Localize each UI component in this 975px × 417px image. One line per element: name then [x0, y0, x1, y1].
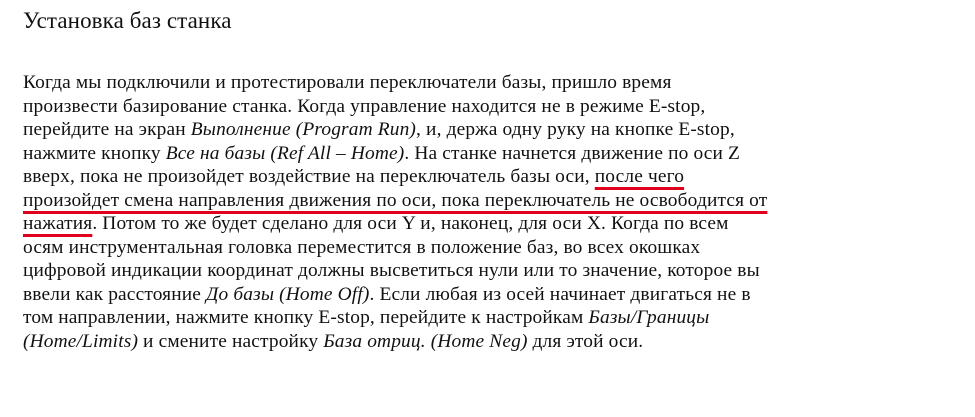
italic-term-home-off: До базы (Home Off) [206, 283, 370, 305]
text-span: Когда мы подключили и протестировали переключатели базы, пришло время [23, 72, 672, 93]
paragraph-line [23, 236, 963, 260]
body-paragraph [23, 71, 963, 353]
text-span: для этой оси. [527, 330, 644, 352]
paragraph-line [23, 212, 963, 236]
text-span: , и, держа одну руку на кнопке E-stop, [416, 119, 735, 140]
text-span: том направлении, нажмите кнопку E-stop, перейдите к настройкам [23, 307, 589, 328]
text-span: произвести базирование станка. Когда управление находится не в режиме E-stop, [23, 95, 706, 117]
document-page [23, 6, 963, 353]
text-span: и смените настройку [138, 330, 324, 352]
paragraph-line [23, 306, 963, 330]
text-span: перейдите на экран [23, 119, 191, 140]
paragraph-line [23, 259, 963, 283]
red-underlined-text: произойдет смена направления движения по оси, пока переключатель не освободится от [23, 189, 768, 211]
paragraph-line [23, 95, 963, 119]
text-span: цифровой индикации координат должны высветиться нули или то значение, которое вы [23, 260, 760, 281]
italic-term-home-neg: База отриц. (Home Neg) [323, 330, 528, 352]
text-span: . Потом то же будет сделано для оси Y и, наконец, для оси X. Когда по всем [92, 213, 729, 234]
text-span: . На станке начнется движение по оси Z [404, 142, 741, 164]
text-span: осям инструментальная головка переместится в положение баз, во всех окошках [23, 236, 701, 258]
paragraph-line [23, 142, 963, 166]
paragraph-line [23, 189, 963, 213]
paragraph-line [23, 71, 963, 95]
paragraph-line [23, 165, 963, 189]
italic-term-home-limits: (Home/Limits) [23, 330, 139, 352]
text-span: ввели как расстояние [23, 283, 207, 305]
text-span: . Если любая из осей начинает двигаться не в [369, 283, 751, 305]
paragraph-line [23, 118, 963, 142]
italic-term-ref-all-home: Все на базы (Ref All – Home) [165, 142, 405, 164]
section-title: Установка баз станка [23, 8, 232, 33]
italic-term-program-run: Выполнение (Program Run) [190, 119, 417, 140]
italic-term-home-limits-ru: Базы/Границы [588, 307, 710, 328]
text-span: нажмите кнопку [23, 142, 166, 164]
paragraph-line [23, 283, 963, 307]
red-underlined-text: после чего [594, 166, 685, 187]
text-span: вверх, пока не произойдет воздействие на переключатель базы оси, [23, 166, 595, 187]
red-underlined-text: нажатия [23, 213, 93, 234]
paragraph-line [23, 330, 963, 354]
